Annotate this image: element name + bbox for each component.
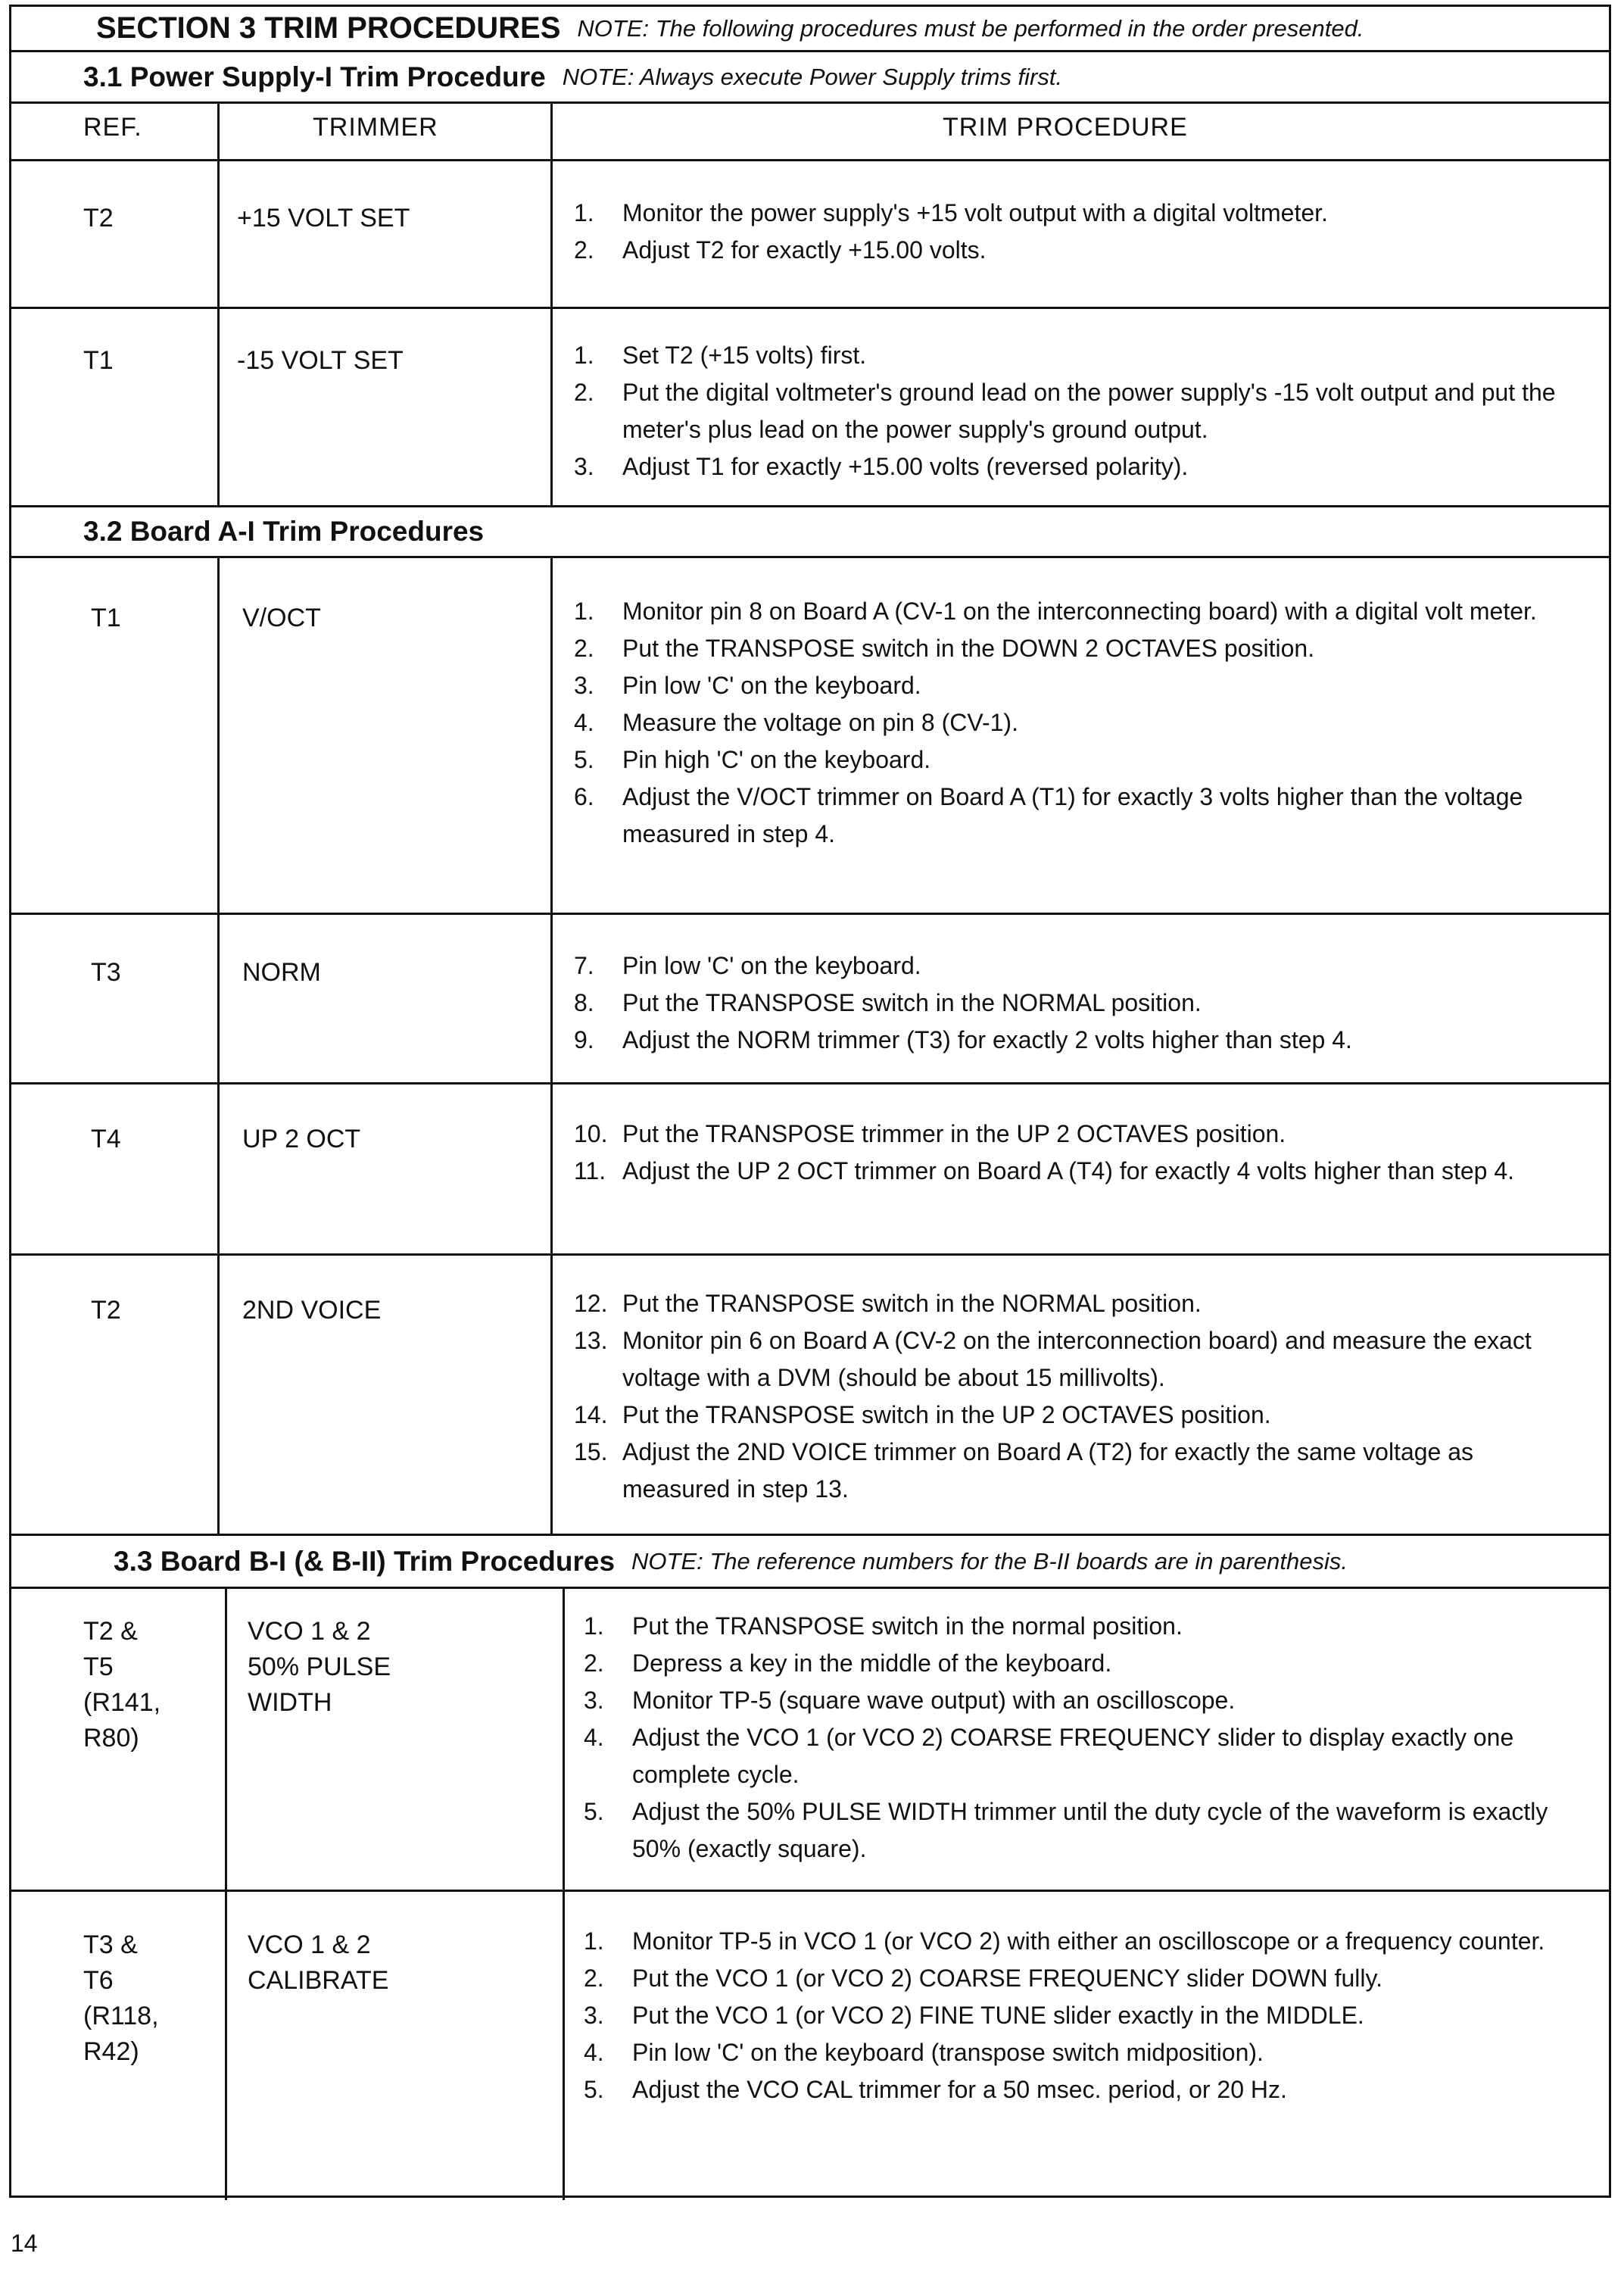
procedure-step: 1. Monitor pin 8 on Board A (CV-1 on the interconnecting board) with a digital volt meter. [574,598,1537,625]
procedure-step: 2. Adjust T2 for exactly +15.00 volts. [574,236,987,264]
subsection-header-3-3 [11,1536,1609,1589]
procedure-step: 1. Set T2 (+15 volts) first. [574,342,867,369]
row-trimmer: NORM [242,958,321,987]
row-ref: T2 [83,204,114,233]
row-divider [11,1890,1609,1892]
subsection-title: 3.3 Board B-I (& B-II) Trim Procedures [114,1545,616,1577]
subsection-title: 3.1 Power Supply-I Trim Procedure [83,61,546,92]
procedure-step: 2. Put the TRANSPOSE switch in the DOWN 2 OCTAVES position. [574,635,1315,662]
row-ref: T3 & T6 (R118, R42) [83,1930,159,2066]
column-header-trimmer: TRIMMER [313,113,438,142]
column-divider [225,1589,227,2200]
row-ref: T1 [83,346,114,375]
procedure-step: 5. Adjust the 50% PULSE WIDTH trimmer until the duty cycle of the waveform is exactly 50% (exactly square). [584,1798,1548,1862]
row-ref: T3 [91,958,121,987]
procedure-steps [574,947,1573,1059]
procedure-steps [574,337,1573,485]
column-header-row [11,104,1609,161]
column-divider [217,104,220,505]
procedure-steps [584,1608,1591,1868]
procedure-steps [574,593,1573,853]
subsection-header-3-1 [11,52,1609,104]
row-trimmer: VCO 1 & 2 CALIBRATE [248,1930,389,1995]
column-header-ref: REF. [83,113,142,142]
procedure-step: 13. Monitor pin 6 on Board A (CV-2 on the interconnection board) and measure the exact voltage with a DVM (should be about 15 millivolts). [574,1327,1532,1391]
section-title: SECTION 3 TRIM PROCEDURES [96,11,561,45]
row-ref: T2 [91,1296,121,1325]
row-trimmer: +15 VOLT SET [237,204,410,233]
procedure-step: 12. Put the TRANSPOSE switch in the NORMAL position. [574,1290,1202,1317]
subsection-title: 3.2 Board A-I Trim Procedures [83,516,485,547]
procedure-step: 11. Adjust the UP 2 OCT trimmer on Board A (T4) for exactly 4 volts higher than step 4. [574,1157,1515,1184]
procedure-step: 1. Monitor TP-5 in VCO 1 (or VCO 2) with either an oscilloscope or a frequency counter. [584,1927,1545,1955]
procedure-step: 4. Adjust the VCO 1 (or VCO 2) COARSE FREQUENCY slider to display exactly one complete cycle. [584,1724,1514,1788]
subsection-note: NOTE: The reference numbers for the B-II boards are in parenthesis. [631,1547,1348,1574]
procedure-step: 1. Put the TRANSPOSE switch in the normal position. [584,1612,1183,1640]
procedure-step: 8. Put the TRANSPOSE switch in the NORMAL position. [574,989,1202,1016]
column-divider [550,104,553,505]
procedure-step: 10. Put the TRANSPOSE trimmer in the UP 2 OCTAVES position. [574,1120,1286,1147]
subsection-note: NOTE: Always execute Power Supply trims first. [562,63,1063,90]
procedure-step: 2. Put the VCO 1 (or VCO 2) COARSE FREQUENCY slider DOWN fully. [584,1965,1383,1992]
procedure-steps [574,1285,1573,1508]
row-ref: T1 [91,604,121,632]
procedure-steps [584,1923,1591,2108]
procedure-step: 2. Depress a key in the middle of the keyboard. [584,1649,1112,1677]
procedure-step: 6. Adjust the V/OCT trimmer on Board A (T1) for exactly 3 volts higher than the voltage measured in step 4. [574,783,1523,847]
procedure-step: 9. Adjust the NORM trimmer (T3) for exactly 2 volts higher than step 4. [574,1026,1352,1053]
procedure-step: 15. Adjust the 2ND VOICE trimmer on Board A (T2) for exactly the same voltage as measured in step 13. [574,1438,1474,1503]
section-note: NOTE: The following procedures must be performed in the order presented. [577,14,1364,42]
procedure-step: 3. Adjust T1 for exactly +15.00 volts (reversed polarity). [574,453,1189,480]
procedure-step: 4. Pin low 'C' on the keyboard (transpose switch midposition). [584,2039,1264,2066]
procedure-steps [574,195,1573,269]
procedure-step: 7. Pin low 'C' on the keyboard. [574,952,921,979]
section-header [11,7,1609,52]
row-ref: T4 [91,1125,121,1153]
procedure-step: 5. Adjust the VCO CAL trimmer for a 50 msec. period, or 20 Hz. [584,2076,1287,2103]
column-divider [550,558,553,1534]
row-trimmer: V/OCT [242,604,321,632]
trim-procedures-table [9,5,1611,2198]
column-divider [217,558,220,1534]
row-divider [11,1082,1609,1085]
column-header-procedure: TRIM PROCEDURE [943,113,1188,142]
procedure-step: 5. Pin high 'C' on the keyboard. [574,746,931,773]
row-trimmer: -15 VOLT SET [237,346,404,375]
column-divider [563,1589,565,2200]
row-trimmer: UP 2 OCT [242,1125,361,1153]
procedure-step: 3. Pin low 'C' on the keyboard. [574,672,921,699]
row-trimmer: 2ND VOICE [242,1296,382,1325]
procedure-step: 3. Monitor TP-5 (square wave output) with an oscilloscope. [584,1687,1236,1714]
procedure-step: 2. Put the digital voltmeter's ground lead on the power supply's -15 volt output and put the meter's plus lead on the power supply's ground output. [574,379,1556,443]
procedure-steps [574,1116,1573,1190]
row-divider [11,1253,1609,1256]
page-number: 14 [11,2230,38,2257]
subsection-header-3-2 [11,507,1609,558]
procedure-step: 3. Put the VCO 1 (or VCO 2) FINE TUNE slider exactly in the MIDDLE. [584,2002,1364,2029]
procedure-step: 4. Measure the voltage on pin 8 (CV-1). [574,709,1018,736]
row-divider [11,913,1609,915]
row-divider [11,307,1609,309]
row-ref: T2 & T5 (R141, R80) [83,1617,161,1752]
procedure-step: 1. Monitor the power supply's +15 volt output with a digital voltmeter. [574,199,1328,226]
procedure-step: 14. Put the TRANSPOSE switch in the UP 2 OCTAVES position. [574,1401,1271,1428]
row-trimmer: VCO 1 & 2 50% PULSE WIDTH [248,1617,391,1717]
